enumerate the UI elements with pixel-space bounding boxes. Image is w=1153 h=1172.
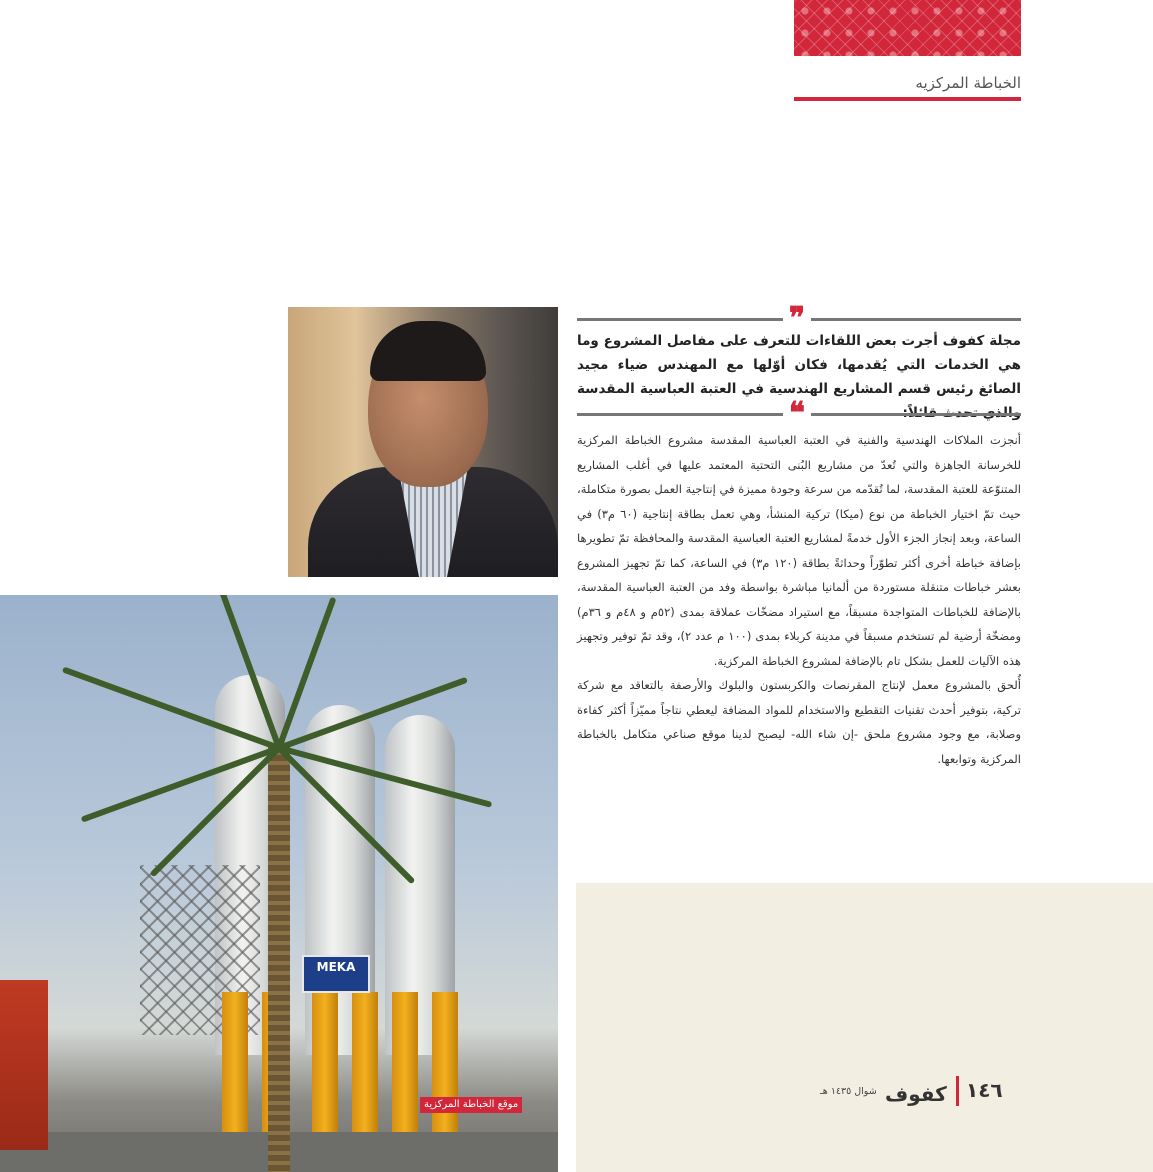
section-title: الخباطة المركزيه — [915, 74, 1021, 92]
support-column-shape — [312, 992, 338, 1142]
quote-open-icon: ❞ — [783, 309, 811, 329]
page-number: ١٤٦ — [966, 1078, 1003, 1102]
support-column-shape — [222, 992, 248, 1142]
photo-caption: موقع الخباطة المركزية — [420, 1097, 522, 1113]
magazine-logo — [885, 1078, 953, 1104]
decorative-pattern-banner — [794, 0, 1021, 56]
plant-sign — [302, 955, 370, 993]
support-column-shape — [392, 992, 418, 1142]
body-paragraph: أُلحق بالمشروع معمل لإنتاج المقرنصات والكربستون والبلوك والأرصفة بالتعاقد مع شركة تركية، بتوفير أحدث تقنيات التقطيع والاستخدام للمواد المضافة ليعطي نتاجاً مميّزاً أكثر كفاءة وصلابة، مع وجود مشروع ملحق -إن شاء الله- ليصبح لدينا موقع صناعي متكامل بالخباطة المركزية وتوابعها. — [577, 678, 1021, 766]
section-title-underline — [794, 97, 1021, 101]
palm-trunk-shape — [268, 745, 290, 1172]
portrait-hair-shape — [370, 321, 486, 381]
support-column-shape — [352, 992, 378, 1142]
body-paragraph: أنجزت الملاكات الهندسية والفنية في العتبة العباسية المقدسة مشروع الخباطة المركزية للخرسانة الجاهزة والتي تُعدّ من مشاريع البُنى التحتية المعتمد عليها في أغلب المشاريع المتنوّعة للعتبة المقدسة، لما تُقدّمه من سرعة وجودة مميزة في إنتاجية العمل بصورة متكاملة، حيث تمّ اختيار الخباطة من نوع (ميكا) تركية المنشأ، وهي تعمل بطاقة إنتاجية (٦٠ م٣) في الساعة، وبعد إنجاز الجزء الأول خدمةً لمشاريع العتبة العباسية المقدسة والمحافظة تمّ تطويرها بإضافة خباطة أخرى أكثر تطوّراً وحداثةً بطاقة (١٢٠ م٣) في الساعة، كما تمّ تجهيز المشروع بعشر خباطات متنقلة مستوردة من ألمانيا مباشرة بواسطة وفد من العتبة العباسية المقدسة، بالإضافة للخباطات المتواجدة مسبقاً، مع استيراد مضخّات عملاقة بمدى (٥٢م و ٤٨م و ٣٦م) ومضخّة أرضية لم تستخدم مسبقاً في مدينة كربلاء بمدى (١٠٠ م عدد ٢)، وقد تمّ توفير وتجهيز هذه الآليات للعمل بشكل تام بالإضافة لمشروع الخباطة المركزية. — [577, 433, 1022, 668]
pull-quote: مجلة كفوف أجرت بعض اللقاءات للتعرف على مفاصل المشروع وما هي الخدمات التي يُقدمها، فكان أوّلها مع المهندس ضياء مجيد الصائغ رئيس قسم المشاريع الهندسية في العتبة العباسية المقدسة — [577, 333, 1021, 397]
article-body — [577, 428, 1021, 771]
magazine-logo-text: كفوف — [885, 1082, 947, 1106]
footer-divider — [956, 1076, 959, 1106]
issue-date: شوال ١٤٣٥ هـ — [820, 1086, 877, 1097]
plant-sign-text: MEKA — [316, 960, 356, 974]
site-photo — [0, 595, 558, 1172]
quote-close-icon: ❝ — [783, 404, 811, 424]
portrait-photo — [288, 307, 558, 577]
support-column-shape — [432, 992, 458, 1142]
truck-shape — [0, 980, 48, 1150]
sidebar-box — [576, 883, 1153, 1172]
